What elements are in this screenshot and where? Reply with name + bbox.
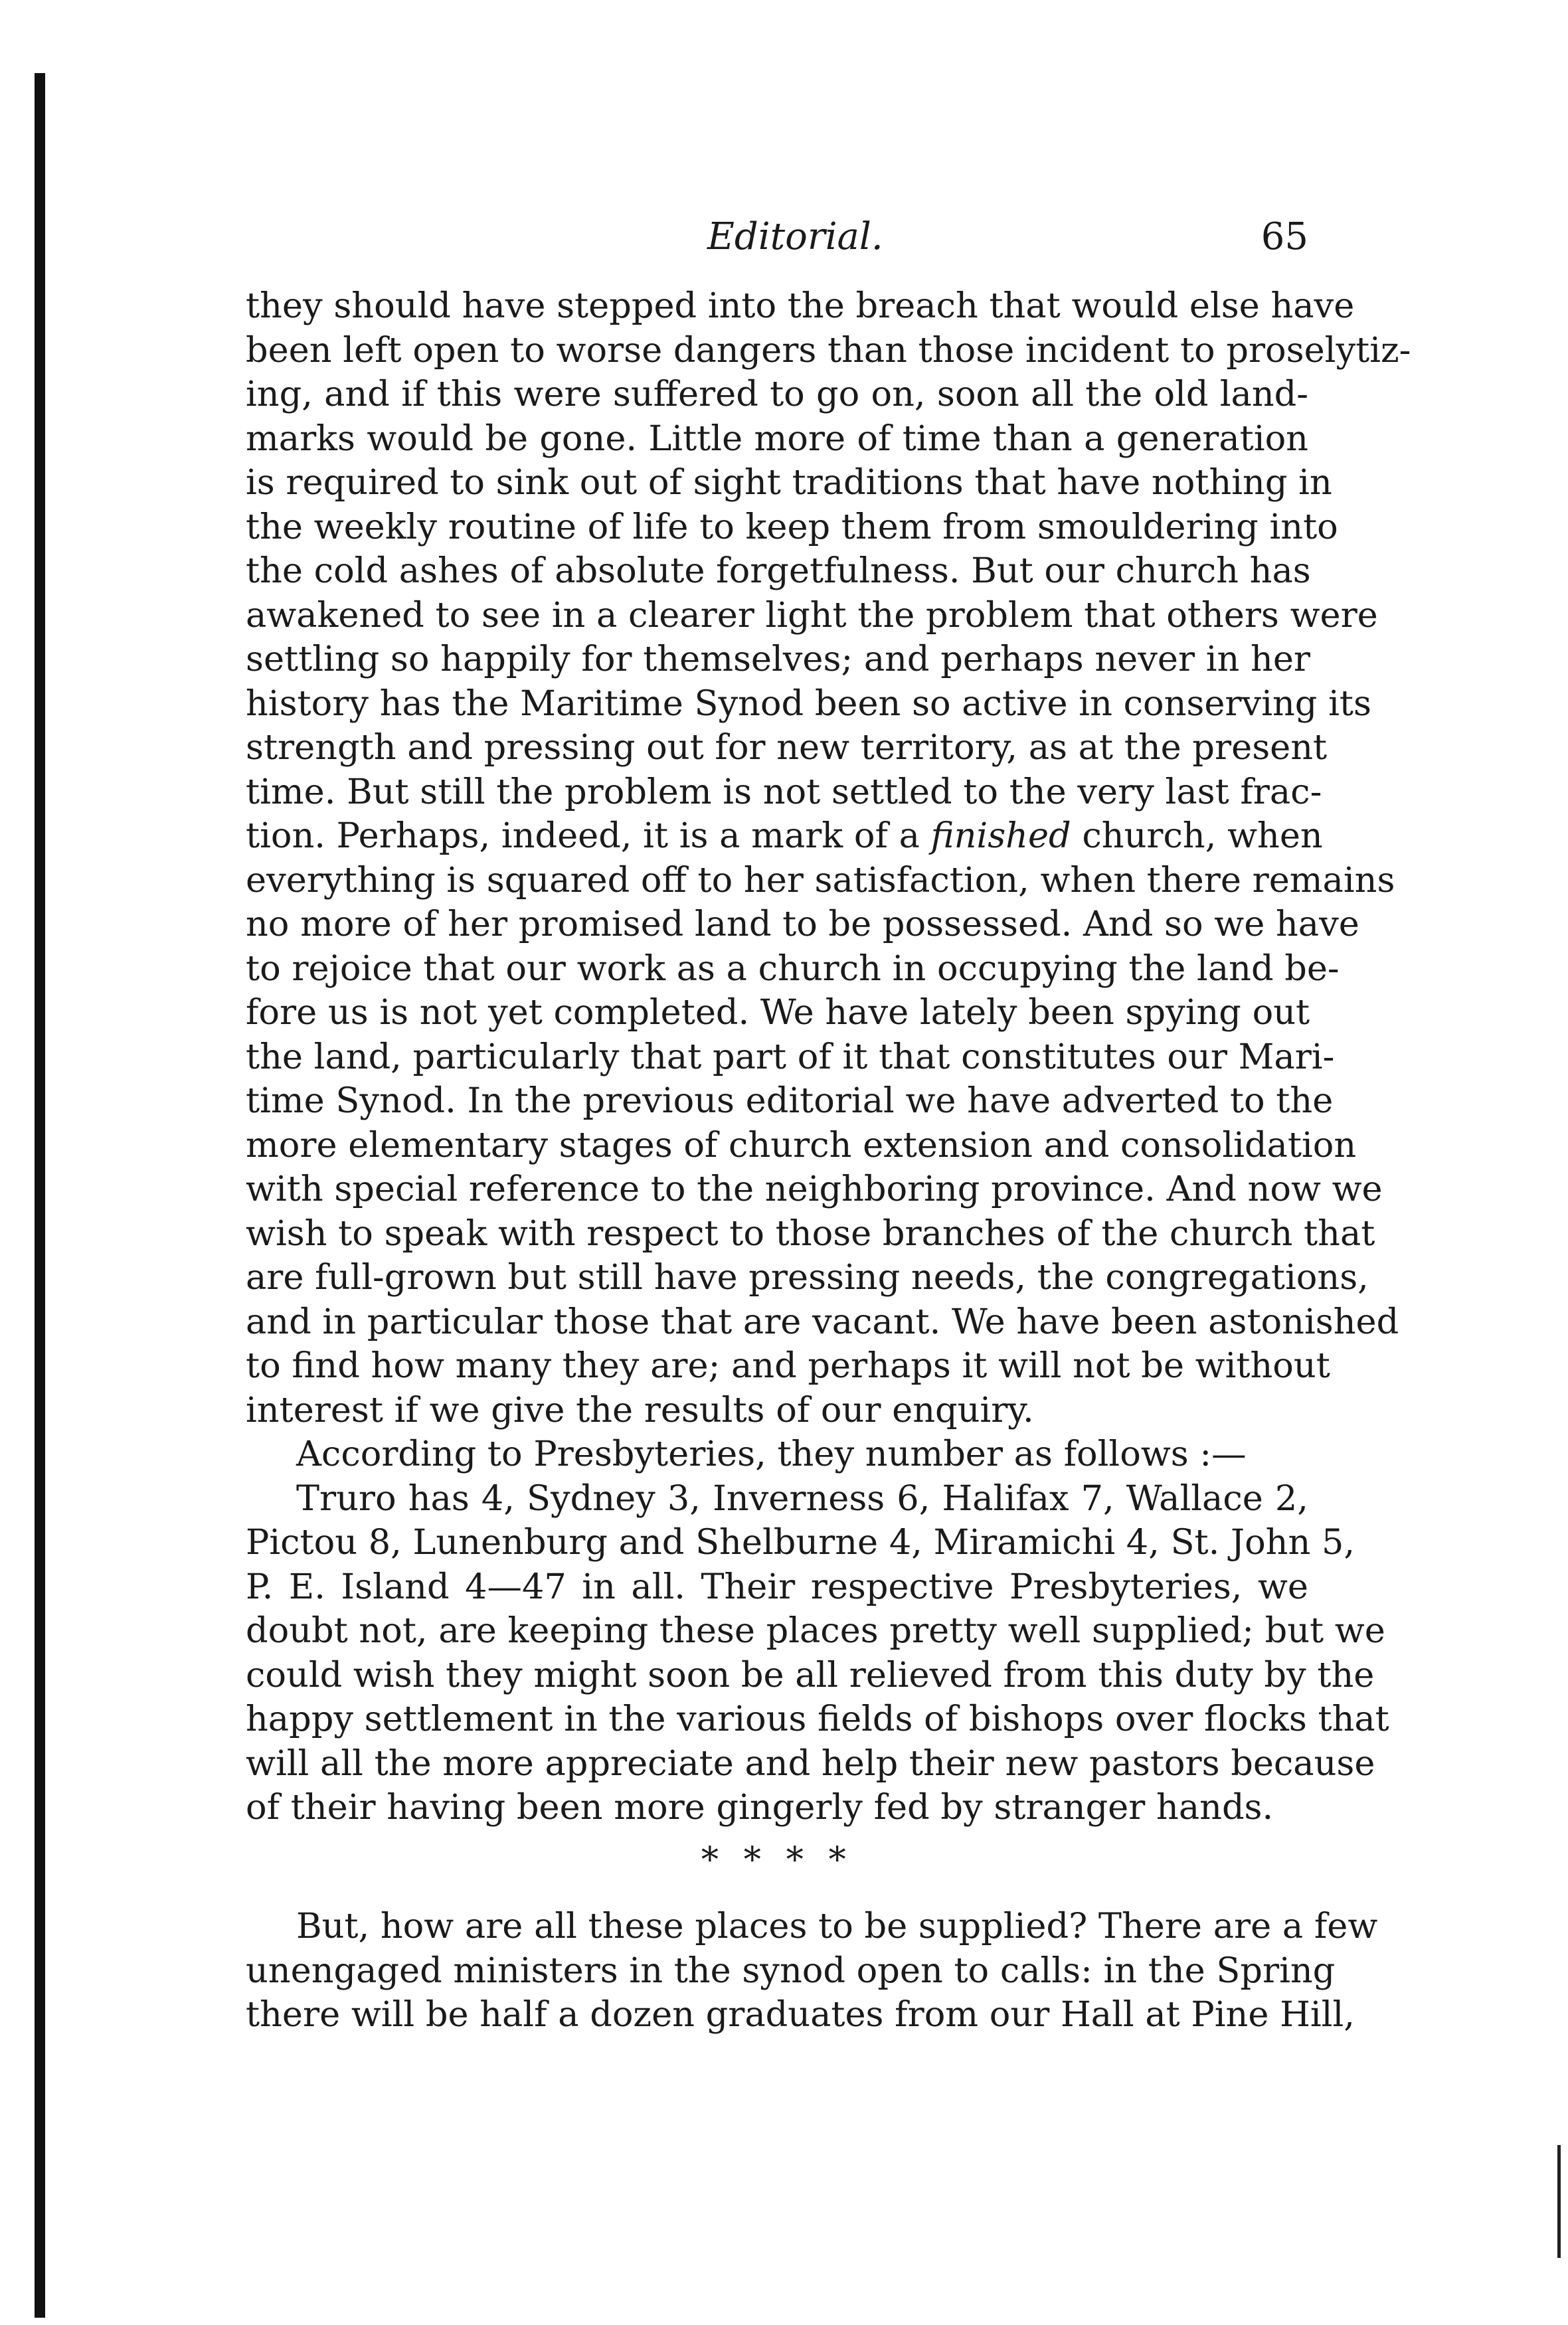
text-line: unengaged ministers in the synod open to calls: in the Spring: [246, 1950, 1336, 1991]
text-line-with-emphasis: [246, 814, 1323, 859]
text-line: with special reference to the neighboring province. And now we: [246, 1169, 1383, 1209]
text-line: will all the more appreciate and help their new pastors because: [246, 1743, 1375, 1784]
text-line: marks would be gone. Little more of time than a generation: [246, 418, 1308, 459]
running-title: Editorial.: [707, 215, 883, 258]
text-line: more elementary stages of church extension and consolidation: [246, 1124, 1357, 1165]
text-line: the land, particularly that part of it that constitutes our Mari-: [246, 1036, 1335, 1077]
text-line: they should have stepped into the breach that would else have: [246, 286, 1355, 326]
text-line: everything is squared off to her satisfaction, when there remains: [246, 859, 1395, 901]
text-line: could wish they might soon be all relieved from this duty by the: [246, 1654, 1375, 1695]
text-line: Truro has 4, Sydney 3, Inverness 6, Halifax 7, Wallace 2,: [296, 1478, 1308, 1519]
text-line: there will be half a dozen graduates from our Hall at Pine Hill,: [246, 1994, 1355, 2035]
text-line: ing, and if this were suffered to go on, soon all the old land-: [246, 374, 1308, 414]
text-segment: tion. Perhaps, indeed, it is a mark of a: [246, 816, 920, 856]
text-line: P. E. Island 4—47 in all. Their respective Presbyteries, we: [246, 1566, 1308, 1607]
text-line: to find how many they are; and perhaps it will not be without: [246, 1345, 1330, 1386]
emphasized-word: finished: [930, 816, 1071, 856]
text-line: interest if we give the results of our enquiry.: [246, 1389, 1034, 1430]
text-line: awakened to see in a clearer light the problem that others were: [246, 594, 1378, 636]
text-line: of their having been more gingerly fed by stranger hands.: [246, 1787, 1274, 1828]
text-line: time Synod. In the previous editorial we have adverted to the: [246, 1080, 1334, 1121]
text-line: been left open to worse dangers than those incident to proselytiz-: [246, 329, 1411, 371]
text-segment: church, when: [1082, 816, 1323, 856]
text-line: doubt not, are keeping these places pretty well supplied; but we: [246, 1610, 1385, 1651]
text-line: is required to sink out of sight traditions that have nothing in: [246, 462, 1332, 503]
text-line: Pictou 8, Lunenburg and Shelburne 4, Miramichi 4, St. John 5,: [246, 1522, 1355, 1563]
text-line: the cold ashes of absolute forgetfulness. But our church has: [246, 551, 1311, 591]
text-line: the weekly routine of life to keep them from smouldering into: [246, 506, 1338, 547]
page-number: 65: [1261, 215, 1308, 258]
text-line: no more of her promised land to be possessed. And so we have: [246, 904, 1359, 944]
text-line: time. But still the problem is not settled to the very last frac-: [246, 771, 1322, 812]
page-edge-mark: [1557, 2145, 1561, 2258]
text-line: fore us is not yet completed. We have lately been spying out: [246, 992, 1310, 1033]
text-line: settling so happily for themselves; and perhaps never in her: [246, 639, 1311, 679]
text-line: happy settlement in the various fields of bishops over flocks that: [246, 1699, 1389, 1739]
text-line: history has the Maritime Synod been so active in conserving its: [246, 683, 1371, 724]
text-line: wish to speak with respect to those branches of the church that: [246, 1213, 1375, 1254]
text-line: strength and pressing out for new territory, as at the present: [246, 727, 1328, 768]
page-header: [246, 207, 1308, 267]
editorial-body: [246, 284, 1411, 2037]
section-separator: * * * *: [701, 1839, 853, 1880]
text-line: According to Presbyteries, they number as follows :—: [296, 1434, 1247, 1474]
text-line: and in particular those that are vacant. We have been astonished: [246, 1301, 1399, 1342]
text-line: to rejoice that our work as a church in occupying the land be-: [246, 948, 1340, 989]
text-line: But, how are all these places to be supplied? There are a few: [296, 1906, 1378, 1946]
page-edge-shadow: [35, 73, 45, 2318]
text-line: are full-grown but still have pressing needs, the congregations,: [246, 1257, 1369, 1298]
